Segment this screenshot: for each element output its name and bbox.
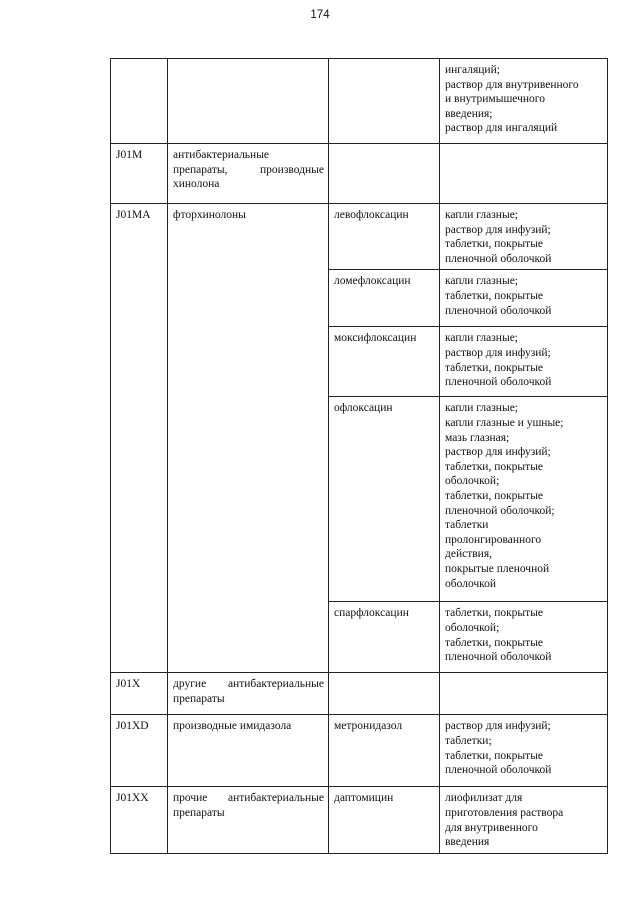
- dosage-forms-cell: капли глазные; капли глазные и ушные; мазь глазная; раствор для инфузий; таблетки, покрытые оболочкой; таблетки, покрытые пленочной оболочкой; таблетки пролонгированного действия, покрытые пленочной оболочкой: [440, 397, 608, 602]
- dosage-forms-cell: [440, 673, 608, 715]
- drug-name-cell: ломефлоксацин: [329, 270, 440, 327]
- drug-table: [110, 58, 608, 854]
- atc-code-cell: [111, 59, 168, 144]
- page-number: 174: [310, 9, 330, 21]
- drug-name-cell: [329, 144, 440, 204]
- dosage-forms-cell: таблетки, покрытые оболочкой; таблетки, покрытые пленочной оболочкой: [440, 602, 608, 673]
- drug-name-cell: левофлоксацин: [329, 204, 440, 270]
- atc-code-cell: J01XD: [111, 715, 168, 787]
- drug-name-cell: [329, 673, 440, 715]
- group-name-cell: [168, 59, 329, 144]
- dosage-forms-cell: раствор для инфузий; таблетки; таблетки, покрытые пленочной оболочкой: [440, 715, 608, 787]
- atc-code-cell: J01M: [111, 144, 168, 204]
- table-row: [111, 787, 608, 854]
- dosage-forms-cell: капли глазные; раствор для инфузий; таблетки, покрытые пленочной оболочкой: [440, 327, 608, 397]
- drug-name-cell: моксифлоксацин: [329, 327, 440, 397]
- atc-code-cell: J01X: [111, 673, 168, 715]
- table-row: [111, 144, 608, 204]
- drug-name-cell: [329, 59, 440, 144]
- atc-code-cell: J01XX: [111, 787, 168, 854]
- group-name-cell: прочие антибактериальные препараты: [168, 787, 329, 854]
- dosage-forms-cell: капли глазные; таблетки, покрытые пленочной оболочкой: [440, 270, 608, 327]
- group-name-cell: другие антибактериальные препараты: [168, 673, 329, 715]
- drug-name-cell: офлоксацин: [329, 397, 440, 602]
- dosage-forms-cell: [440, 144, 608, 204]
- dosage-forms-cell: лиофилизат для приготовления раствора для внутривенного введения: [440, 787, 608, 854]
- dosage-forms-cell: капли глазные; раствор для инфузий; таблетки, покрытые пленочной оболочкой: [440, 204, 608, 270]
- group-name-cell: фторхинолоны: [168, 204, 329, 673]
- table-row: [111, 673, 608, 715]
- table-row: [111, 59, 608, 144]
- table-row: [111, 715, 608, 787]
- group-name-cell: производные имидазола: [168, 715, 329, 787]
- dosage-forms-cell: ингаляций; раствор для внутривенного и внутримышечного введения; раствор для ингаляций: [440, 59, 608, 144]
- drug-name-cell: даптомицин: [329, 787, 440, 854]
- group-name-cell: антибактериальные препараты, производные хинолона: [168, 144, 329, 204]
- atc-code-cell: J01MA: [111, 204, 168, 673]
- drug-name-cell: спарфлоксацин: [329, 602, 440, 673]
- table-row: [111, 204, 608, 270]
- drug-name-cell: метронидазол: [329, 715, 440, 787]
